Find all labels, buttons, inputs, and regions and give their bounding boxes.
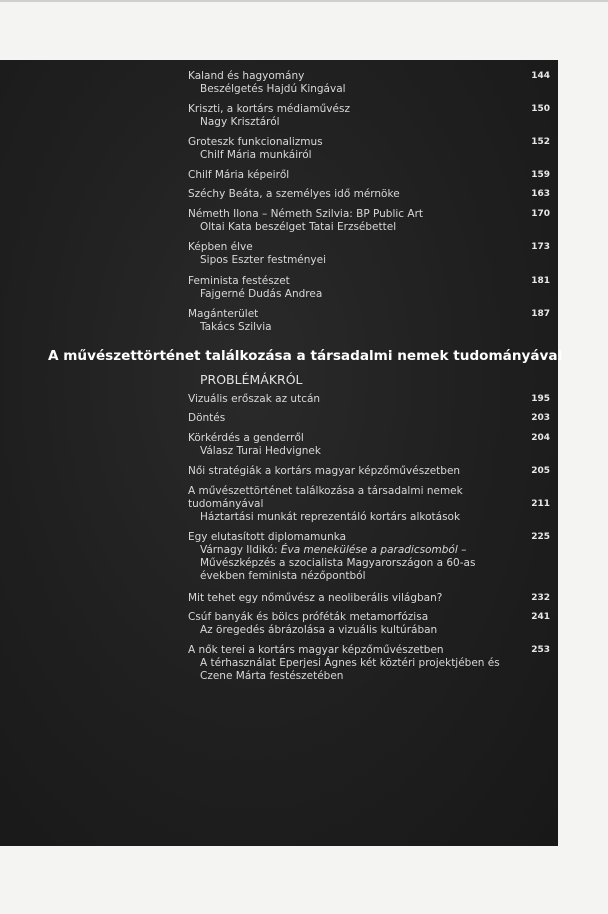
toc-entry [188, 188, 554, 201]
toc-entry-subtitle: Háztartási munkát reprezentáló kortárs alkotások [200, 511, 461, 523]
toc-entry [188, 465, 554, 478]
toc-page-number: 225 [531, 532, 550, 542]
toc-entry [188, 412, 554, 425]
toc-page-number: 205 [531, 466, 550, 476]
toc-entry [188, 485, 554, 524]
toc-page-number: 144 [531, 71, 550, 81]
toc-entry-subtitle: években feminista nézőpontból [200, 570, 366, 582]
toc-entry-subtitle: Az öregedés ábrázolása a vizuális kultúrában [200, 624, 438, 636]
toc-entry-title: Vizuális erőszak az utcán [188, 393, 321, 405]
toc-entry-title: Mit tehet egy nőművész a neoliberális világban? [188, 592, 443, 604]
toc-entry-subtitle: Czene Márta festészetében [200, 670, 344, 682]
toc-page-number: 211 [531, 499, 550, 509]
section-title: A művészettörténet találkozása a társadalmi nemek tudományával [48, 348, 563, 364]
toc-entry [188, 432, 554, 458]
toc-entry [188, 393, 554, 406]
page-top-edge [0, 0, 608, 2]
toc-entry-subtitle: Nagy Krisztáról [200, 116, 280, 128]
toc-entry-title: A művészettörténet találkozása a társadalmi nemek [188, 485, 463, 497]
toc-page-number: 159 [531, 170, 550, 180]
toc-entry-subtitle: Oltai Kata beszélget Tatai Erzsébettel [200, 221, 397, 233]
toc-page-number: 187 [531, 309, 550, 319]
subtitle-work-title: Éva menekülése a paradicsomból [280, 544, 458, 556]
toc-entry-title: A nők terei a kortárs magyar képzőművészetben [188, 644, 444, 656]
toc-entry-subtitle: A térhasználat Eperjesi Ágnes két köztéri projektjében és [200, 657, 500, 669]
toc-page-number: 232 [531, 593, 550, 603]
section-subtitle: PROBLÉMÁKRÓL [200, 372, 303, 387]
toc-entry-title: Női stratégiák a kortárs magyar képzőművészetben [188, 465, 461, 477]
toc-entry-subtitle: Művészképzés a szocialista Magyarországon a 60-as [200, 557, 476, 569]
toc-entry-title: Feminista festészet [188, 275, 290, 287]
toc-page-number: 195 [531, 394, 550, 404]
toc-entry-subtitle: Chilf Mária munkáiról [200, 149, 312, 161]
toc-entry [188, 644, 554, 683]
toc-entry-subtitle: Fajgerné Dudás Andrea [200, 288, 323, 300]
toc-page-number: 150 [531, 104, 550, 114]
toc-entry-subtitle: Beszélgetés Hajdú Kingával [200, 83, 346, 95]
subtitle-author: Várnagy Ildikó: [200, 544, 281, 556]
toc-entry [188, 136, 554, 162]
toc-page-number: 173 [531, 242, 550, 252]
toc-entry-title: Körkérdés a genderről [188, 432, 304, 444]
toc-entry-title: Döntés [188, 412, 226, 424]
subtitle-dash: – [457, 544, 467, 556]
toc-entry [188, 169, 554, 182]
toc-entry-subtitle: Válasz Turai Hedvignek [200, 445, 321, 457]
toc-page-number: 253 [531, 645, 550, 655]
toc-entry-title: Groteszk funkcionalizmus [188, 136, 323, 148]
toc-entry-subtitle: Takács Szilvia [200, 321, 272, 333]
toc-entry-title: Chilf Mária képeiről [188, 169, 290, 181]
toc-entry [188, 208, 554, 234]
toc-entry-title: Kriszti, a kortárs médiaművész [188, 103, 350, 115]
toc-page-number: 204 [531, 433, 550, 443]
toc-entry-subtitle: Sipos Eszter festményei [200, 254, 327, 266]
toc-page-number: 170 [531, 209, 550, 219]
toc-page-number: 163 [531, 189, 550, 199]
toc-entry [188, 592, 554, 605]
toc-entry [188, 70, 554, 96]
toc-entry [188, 241, 554, 267]
toc-entry-title: Egy elutasított diplomamunka [188, 531, 347, 543]
toc-entry [188, 308, 554, 334]
toc-entry [188, 103, 554, 129]
toc-entry-title: Képben élve [188, 241, 253, 253]
toc-page-number: 241 [531, 612, 550, 622]
toc-entry-title-cont: tudományával [188, 498, 264, 510]
toc-page-number: 152 [531, 137, 550, 147]
toc-entry-title: Magánterület [188, 308, 259, 320]
toc-entry-title: Széchy Beáta, a személyes idő mérnöke [188, 188, 400, 200]
toc-entry-subtitle [188, 544, 554, 557]
toc-entry-title: Csúf banyák és bölcs próféták metamorfózisa [188, 611, 429, 623]
toc-entry [188, 611, 554, 637]
toc-page-number: 181 [531, 276, 550, 286]
toc-entry [188, 531, 554, 583]
toc-page-number: 203 [531, 413, 550, 423]
toc-entry [188, 275, 554, 301]
toc-entry-title: Kaland és hagyomány [188, 70, 305, 82]
toc-entry-title: Németh Ilona – Németh Szilvia: BP Public Art [188, 208, 424, 220]
